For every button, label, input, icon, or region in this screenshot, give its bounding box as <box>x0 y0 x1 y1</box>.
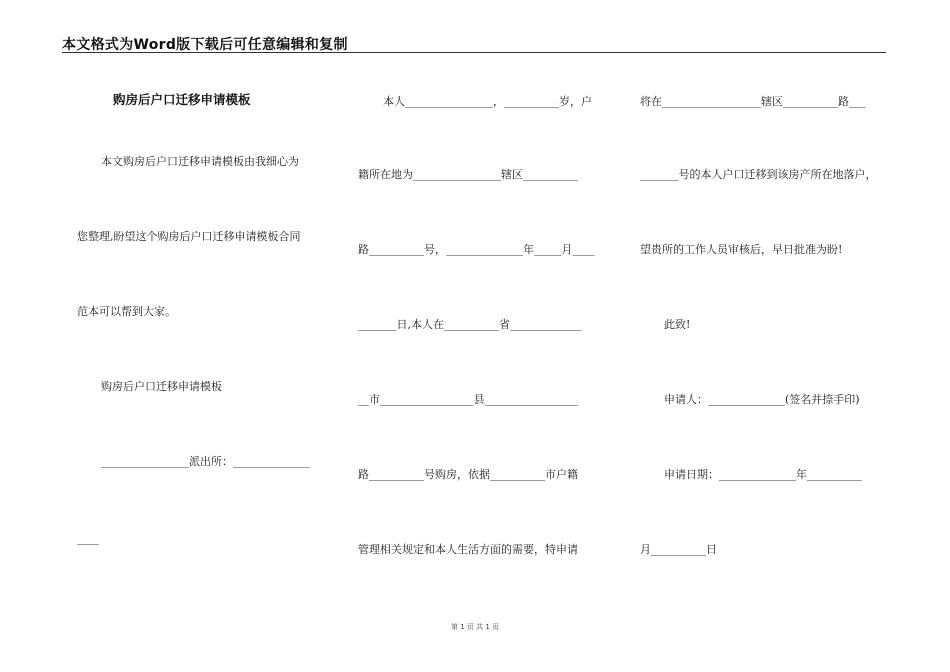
col2-line-3: 路__________号，______________年_____月____ <box>358 243 595 256</box>
col3-line-6: 申请日期：______________年__________ <box>664 468 862 481</box>
col1-line-1: 本文购房后户口迁移申请模板由我细心为 <box>101 155 299 168</box>
col1-line-2: 您整理,盼望这个购房后户口迁移申请模板合同 <box>77 230 301 243</box>
col1-line-5: ________________派出所：______________ <box>101 455 310 468</box>
col2-line-1: 本人________________，__________岁，户 <box>383 95 592 108</box>
col3-line-7: 月__________日 <box>640 543 717 556</box>
header-divider <box>62 52 886 53</box>
col3-line-2: _______号的本人户口迁移到该房产所在地落户， <box>640 168 877 181</box>
col2-line-7: 管理相关规定和本人生活方面的需要，特申请 <box>358 543 578 556</box>
col1-line-4: 购房后户口迁移申请模板 <box>101 380 222 393</box>
page-number: 第 1 页 共 1 页 <box>450 623 500 631</box>
col2-line-4: _______日,本人在__________省_____________ <box>358 318 582 331</box>
document-title: 购房后户口迁移申请模板 <box>113 92 251 107</box>
col2-line-2: 籍所在地为________________辖区__________ <box>358 168 578 181</box>
col3-line-5: 申请人：______________(签名并捺手印) <box>664 393 860 406</box>
col1-line-3: 范本可以帮到大家。 <box>77 305 176 318</box>
col1-line-6: ____ <box>77 532 99 545</box>
col2-line-6: 路__________号购房，依据__________市户籍 <box>358 468 578 481</box>
col3-line-1: 将在__________________辖区__________路___ <box>640 95 866 108</box>
document-header: 本文格式为Word版下载后可任意编辑和复制 <box>62 37 348 53</box>
col3-line-4: 此致! <box>664 318 691 331</box>
col2-line-5: __市_________________县_________________ <box>358 393 578 406</box>
col3-line-3: 望贵所的工作人员审核后，早日批准为盼! <box>640 243 843 256</box>
